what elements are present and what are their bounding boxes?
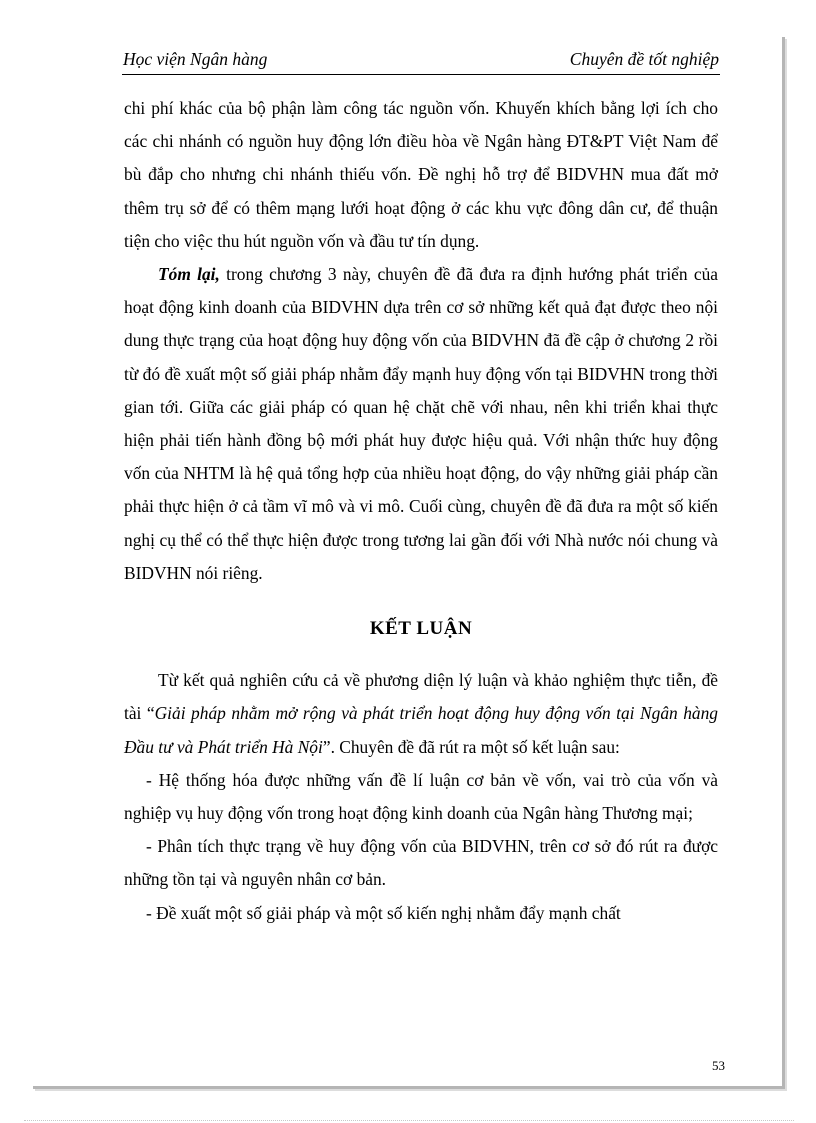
header-institution: Học viện Ngân hàng xyxy=(123,49,268,69)
page-bottom-divider xyxy=(24,1120,794,1121)
header-document-type: Chuyên đề tốt nghiệp xyxy=(569,49,719,69)
section-heading: KẾT LUẬN xyxy=(369,618,473,640)
summary-text: trong chương 3 này, chuyên đề đã đưa ra định hướng phát triển của hoạt động kinh doanh của BIDVHN dựa trên cơ sở những kết quả đạt được theo nội dung thực trạng của hoạt động huy động vốn của BIDVHN đã đề cập ở chương 2 rồi từ đó đề xuất một số giải pháp nhằm đẩy mạnh huy động vốn tại BIDVHN trong thời gian tới. Giữa các giải pháp có quan hệ chặt chẽ với nhau, nên khi triển khai thực hiện phải tiến hành đồng bộ mới phát huy được hiệu quả. Với nhận thức huy động vốn của NHTM là hệ quả tổng hợp của nhiều hoạt động, do vậy những giải pháp cần phải thực hiện ở cả tầm vĩ mô và vi mô. Cuối cùng, chuyên đề đã đưa ra một số kiến nghị cụ thể có thể thực hiện được trong tương lai gần đối với Nhà nước nói chung và BIDVHN nói riêng. xyxy=(124,264,718,583)
summary-lead: Tóm lại, xyxy=(158,264,220,285)
page-number: 53 xyxy=(712,1058,725,1073)
paragraph-continuation: chi phí khác của bộ phận làm công tác nguồn vốn. Khuyến khích bằng lợi ích cho các chi nhánh có nguồn huy động lớn điều hòa về Ngân hàng ĐT&PT Việt Nam để bù đắp cho nhưng chi nhánh thiếu vốn. Đề nghị hỗ trợ để BIDVHN mua đất mở thêm trụ sở để có thêm mạng lưới hoạt động ở các khu vực đông dân cư, để thuận tiện cho việc thu hút nguồn vốn và đầu tư tín dụng. xyxy=(124,98,718,251)
conclusion-item-2: - Phân tích thực trạng về huy động vốn của BIDVHN, trên cơ sở đó rút ra được những tồn tại và nguyên nhân cơ bản. xyxy=(124,836,718,890)
paragraph-conclusion-intro xyxy=(124,664,718,764)
conclusion-text-a: Từ kết quả nghiên cứu cả về phương diện lý luận và khảo nghiệm thực tiễn, đề tài “ xyxy=(124,670,718,724)
paragraph-summary xyxy=(124,258,718,590)
thesis-title: Giải pháp nhằm mở rộng và phát triển hoạt động huy động vốn tại Ngân hàng Đầu tư và Phát triển Hà Nội xyxy=(124,703,718,757)
conclusion-item-3: - Đề xuất một số giải pháp và một số kiến nghị nhằm đẩy mạnh chất xyxy=(146,902,621,923)
conclusion-item-1: - Hệ thống hóa được những vấn đề lí luận cơ bản về vốn, vai trò của vốn và nghiệp vụ huy động vốn trong hoạt động kinh doanh của Ngân hàng Thương mại; xyxy=(124,769,718,824)
conclusion-text-b: ”. Chuyên đề đã rút ra một số kết luận sau: xyxy=(322,736,620,757)
page-header xyxy=(122,48,720,75)
document-body xyxy=(124,92,718,930)
